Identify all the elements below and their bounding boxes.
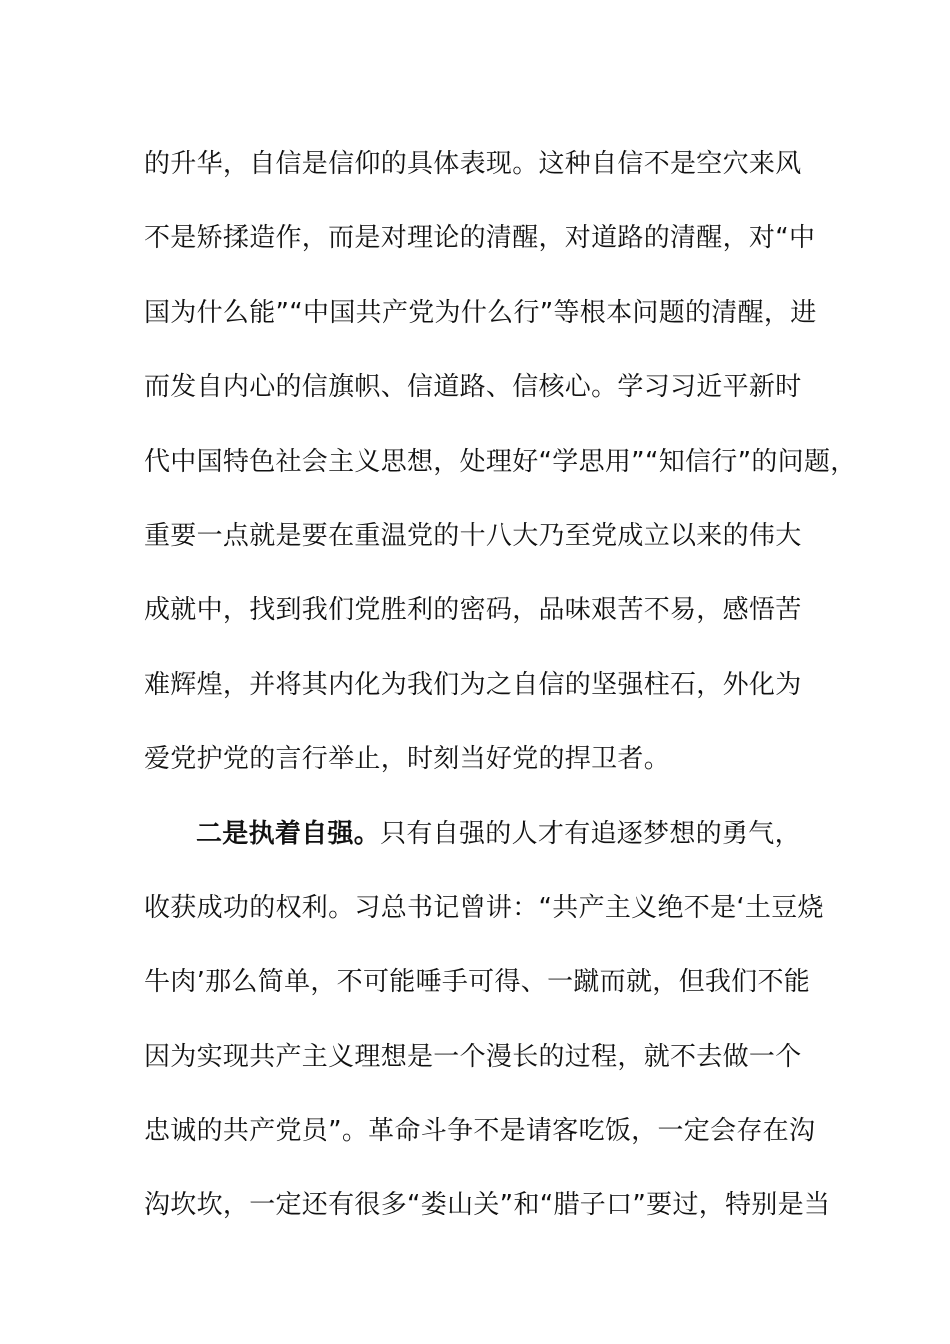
text-line: 沟坎坎，一定还有很多“娄山关”和“腊子口”要过，特别是当 <box>144 1190 831 1221</box>
text-line: 成就中，找到我们党胜利的密码，品味艰苦不易，感悟苦 <box>144 595 802 626</box>
text-line: 收获成功的权利。习总书记曾讲：“共产主义绝不是‘土豆烧 <box>144 892 824 923</box>
paragraph-2 <box>144 797 844 1243</box>
text-line: 国为什么能”“中国共产党为什么行”等根本问题的清醒，进 <box>144 297 817 328</box>
text-line: 难辉煌，并将其内化为我们为之自信的坚强柱石，外化为 <box>144 669 802 700</box>
text-line: 不是矫揉造作，而是对理论的清醒，对道路的清醒，对“中 <box>144 223 816 254</box>
text-line: 忠诚的共产党员”。革命斗争不是请客吃饭，一定会存在沟 <box>144 1116 816 1147</box>
text-line: 牛肉’那么简单，不可能唾手可得、一蹴而就，但我们不能 <box>144 967 811 998</box>
text-line: 代中国特色社会主义思想，处理好“学思用”“知信行”的问题， <box>144 446 857 477</box>
text-line: 而发自内心的信旗帜、信道路、信核心。学习习近平新时 <box>144 372 802 403</box>
text-line: 因为实现共产主义理想是一个漫长的过程，就不去做一个 <box>144 1041 802 1072</box>
text-run: 只有自强的人才有追逐梦想的勇气， <box>380 818 801 849</box>
document-body <box>144 127 857 1243</box>
paragraph-1 <box>144 127 857 797</box>
text-line: 的升华，自信是信仰的具体表现。这种自信不是空穴来风 <box>144 149 802 179</box>
text-line: 重要一点就是要在重温党的十八大乃至党成立以来的伟大 <box>144 520 802 551</box>
section-heading: 二是执着自强。 <box>196 818 381 849</box>
text-line: 爱党护党的言行举止，时刻当好党的捍卫者。 <box>144 744 671 775</box>
paragraph-first-line <box>144 797 844 871</box>
